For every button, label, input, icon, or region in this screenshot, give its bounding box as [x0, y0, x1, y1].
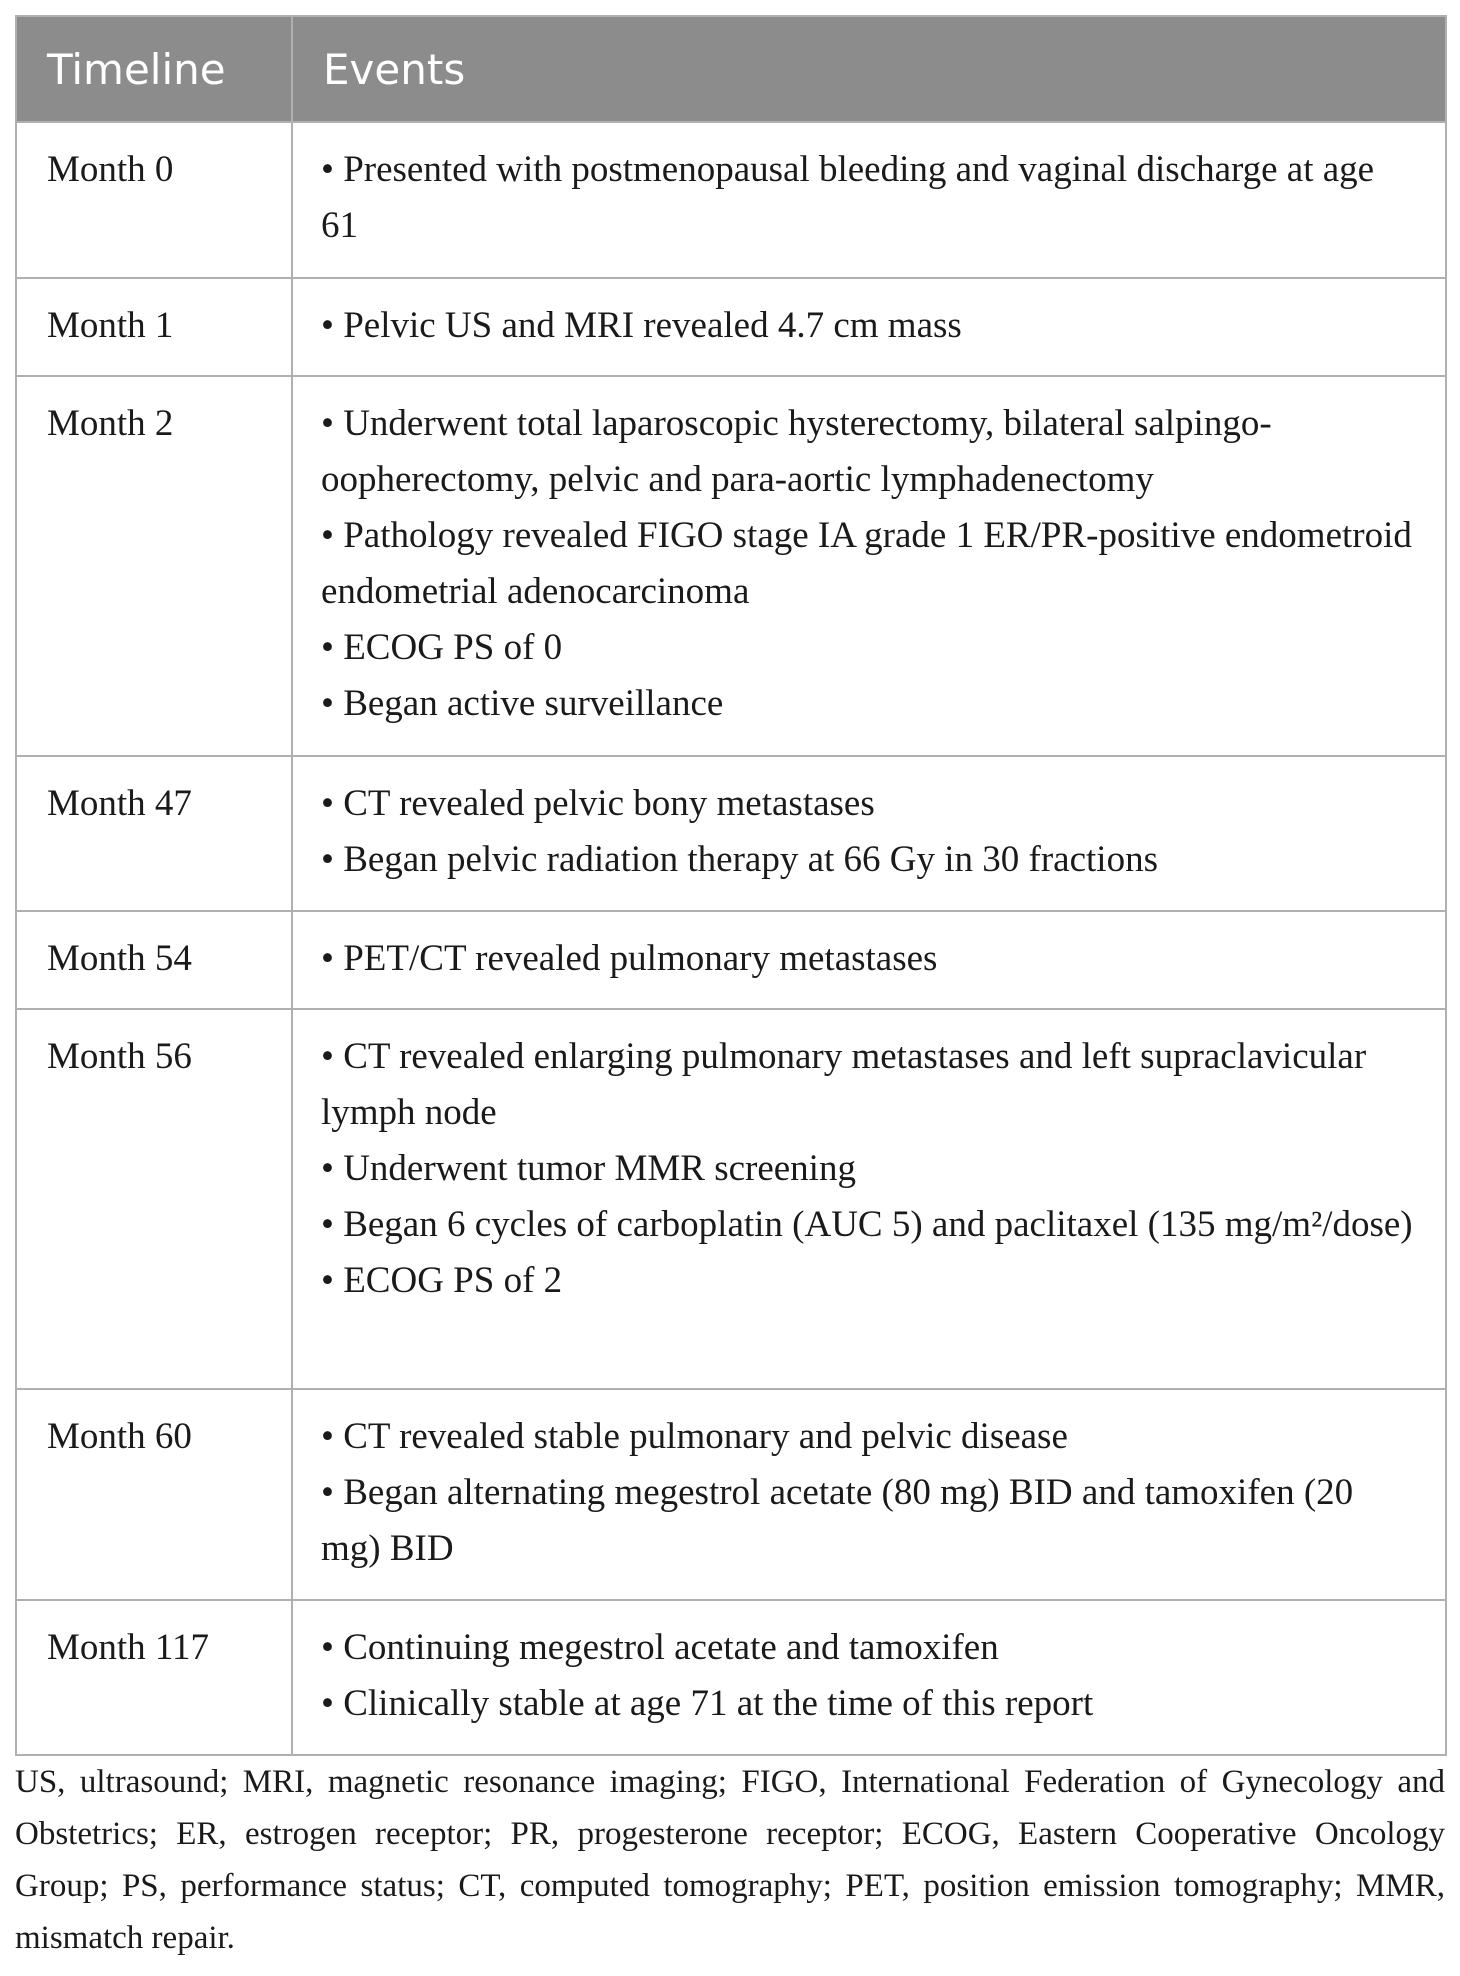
month-cell: Month 47 — [16, 756, 292, 911]
month-cell: Month 2 — [16, 376, 292, 756]
event-item: • PET/CT revealed pulmonary metastases — [321, 938, 938, 979]
table-row — [16, 1600, 1446, 1755]
timeline-table — [15, 15, 1447, 1756]
events-cell — [292, 376, 1446, 756]
month-cell: Month 1 — [16, 278, 292, 376]
timeline-table-container — [15, 15, 1445, 1756]
events-cell — [292, 122, 1446, 278]
event-item: • Underwent tumor MMR screening — [321, 1148, 856, 1189]
month-cell: Month 54 — [16, 911, 292, 1009]
event-item: • CT revealed pelvic bony metastases — [321, 783, 875, 824]
table-row — [16, 278, 1446, 376]
month-cell: Month 0 — [16, 122, 292, 278]
table-row — [16, 911, 1446, 1009]
table-row — [16, 376, 1446, 756]
table-row — [16, 122, 1446, 278]
month-cell: Month 60 — [16, 1389, 292, 1600]
events-cell — [292, 756, 1446, 911]
events-cell — [292, 1600, 1446, 1755]
event-item: • Pelvic US and MRI revealed 4.7 cm mass — [321, 305, 962, 346]
header-events: Events — [292, 16, 1446, 122]
event-item: • Continuing megestrol acetate and tamoxifen — [321, 1627, 999, 1668]
events-cell — [292, 1389, 1446, 1600]
event-item: • CT revealed enlarging pulmonary metastases and left supraclavicular lymph node — [321, 1036, 1367, 1133]
event-item: • CT revealed stable pulmonary and pelvic disease — [321, 1416, 1068, 1457]
event-item: • Began 6 cycles of carboplatin (AUC 5) and paclitaxel (135 mg/m²/dose) — [321, 1204, 1413, 1245]
event-item: • Began active surveillance — [321, 683, 724, 724]
event-item: • Presented with postmenopausal bleeding and vaginal discharge at age 61 — [321, 149, 1375, 246]
events-cell — [292, 1009, 1446, 1389]
table-row — [16, 1009, 1446, 1389]
table-header-row — [16, 16, 1446, 122]
event-item: • Underwent total laparoscopic hysterectomy, bilateral salpingo-oopherectomy, pelvic and para-aortic lymphadenectomy — [321, 403, 1272, 500]
events-cell — [292, 911, 1446, 1009]
header-timeline: Timeline — [16, 16, 292, 122]
event-item: • Clinically stable at age 71 at the time of this report — [321, 1683, 1094, 1724]
event-item: • ECOG PS of 0 — [321, 627, 563, 668]
event-item: • Began pelvic radiation therapy at 66 Gy in 30 fractions — [321, 839, 1158, 880]
month-cell: Month 56 — [16, 1009, 292, 1389]
event-item: • Began alternating megestrol acetate (80 mg) BID and tamoxifen (20 mg) BID — [321, 1472, 1354, 1569]
table-row — [16, 756, 1446, 911]
table-row — [16, 1389, 1446, 1600]
event-item: • ECOG PS of 2 — [321, 1260, 563, 1301]
month-cell: Month 117 — [16, 1600, 292, 1755]
events-cell — [292, 278, 1446, 376]
event-item: • Pathology revealed FIGO stage IA grade 1 ER/PR-positive endometroid endometrial adenocarcinoma — [321, 515, 1412, 612]
table-footnote: US, ultrasound; MRI, magnetic resonance imaging; FIGO, International Federation of Gynecology and Obstetrics; ER, estrogen receptor; PR, progesterone receptor; ECOG, Eastern Cooperative Oncology Group; PS, performance status; CT, computed tomography; PET, position emission tomography; MMR, mismatch repair. — [15, 1764, 1445, 1956]
